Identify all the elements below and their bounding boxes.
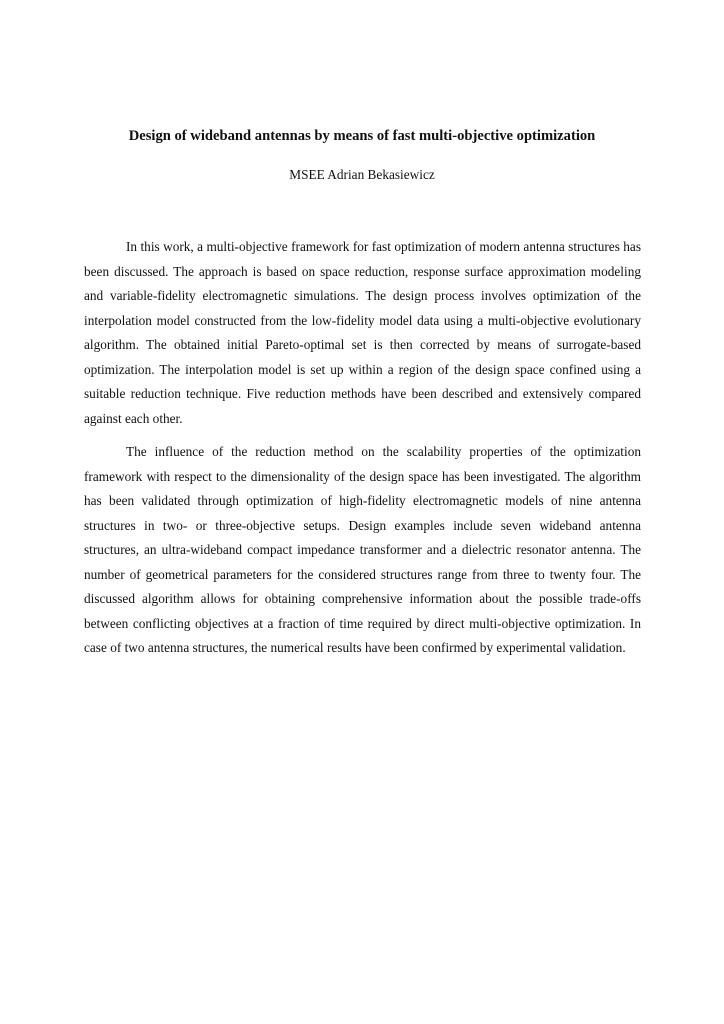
abstract-paragraph-1: In this work, a multi-objective framework for fast optimization of modern antenna structures has been discussed. The approach is based on space reduction, response surface approximation modeling and variable-fidelity electromagnetic simulations. The design process involves optimization of the interpolation model constructed from the low-fidelity model data using a multi-objective evolutionary algorithm. The obtained initial Pareto-optimal set is then corrected by means of surrogate-based optimization. The interpolation model is set up within a region of the design space confined using a suitable reduction technique. Five reduction methods have been described and extensively compared against each other. [84, 239, 641, 426]
author-name: MSEE Adrian Bekasiewicz [289, 167, 435, 182]
abstract-body [84, 235, 641, 661]
abstract-paragraph-2: The influence of the reduction method on the scalability properties of the optimization framework with respect to the dimensionality of the design space has been investigated. The algorithm has been validated through optimization of high-fidelity electromagnetic models of nine antenna structures in two- or three-objective setups. Design examples include seven wideband antenna structures, an ultra-wideband compact impedance transformer and a dielectric resonator antenna. The number of geometrical parameters for the considered structures range from three to twenty four. The discussed algorithm allows for obtaining comprehensive information about the possible trade-offs between conflicting objectives at a fraction of time required by direct multi-objective optimization. In case of two antenna structures, the numerical results have been confirmed by experimental validation. [84, 444, 641, 655]
paper-title: Design of wideband antennas by means of fast multi-objective optimization [128, 128, 596, 144]
